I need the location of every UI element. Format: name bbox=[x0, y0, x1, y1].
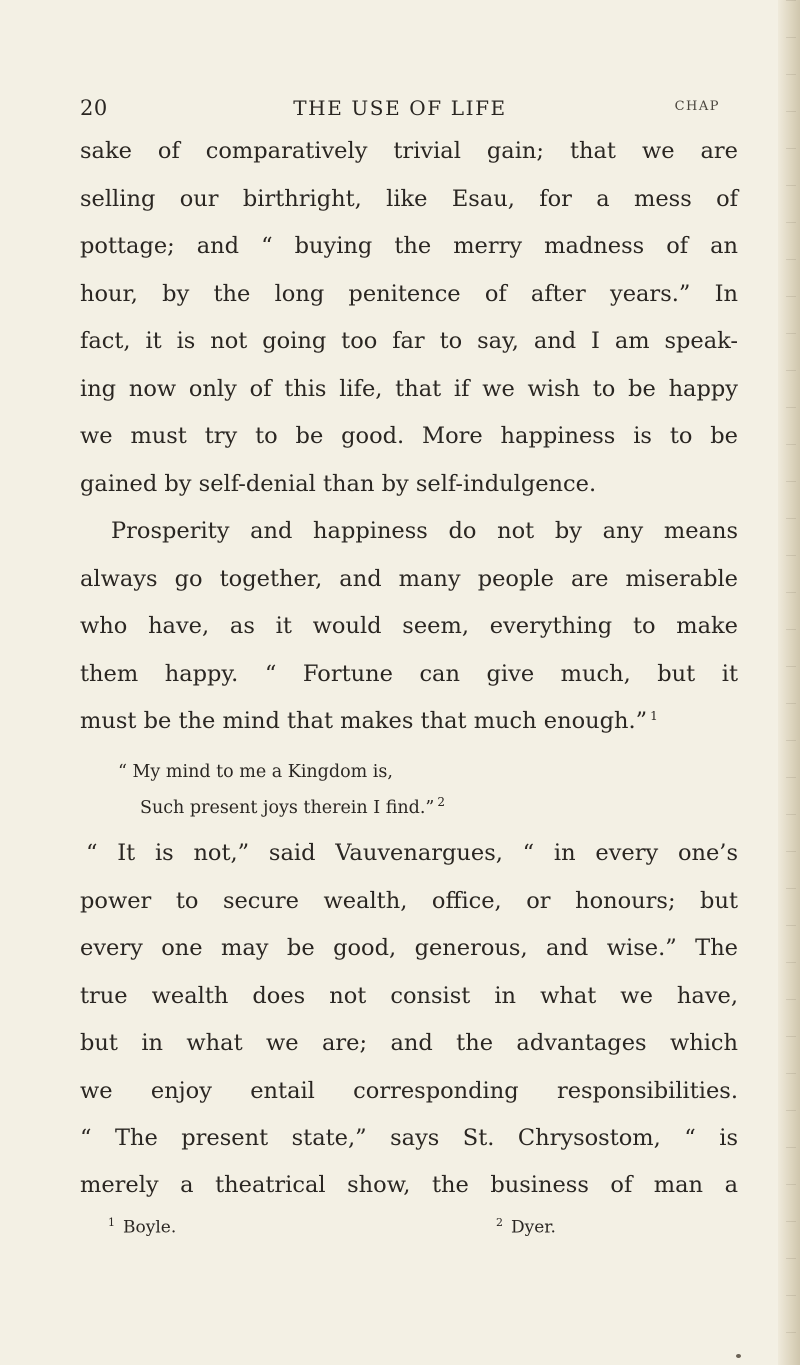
text-line: them happy. “ Fortune can give much, but it bbox=[80, 661, 738, 687]
page-edge-texture bbox=[786, 0, 796, 1365]
text-line: gained by self-denial than by self-indulgence. bbox=[80, 471, 597, 497]
footnote-2 bbox=[496, 1216, 556, 1238]
text-line: every one may be good, generous, and wise.” The bbox=[80, 935, 738, 961]
page-header bbox=[80, 96, 720, 136]
text-line: true wealth does not consist in what we have, bbox=[80, 983, 738, 1009]
text-line: merely a theatrical show, the business of man a bbox=[80, 1172, 738, 1198]
text-line: we enjoy entail corresponding responsibilities. bbox=[80, 1078, 738, 1104]
text-line: who have, as it would seem, everything to make bbox=[80, 613, 738, 639]
chapter-label: CHAP bbox=[674, 99, 720, 114]
verse-line: “ My mind to me a Kingdom is, bbox=[118, 762, 393, 782]
text-line: must be the mind that makes that much enough.” bbox=[80, 708, 648, 734]
text-line: pottage; and “ buying the merry madness of an bbox=[80, 233, 738, 259]
verse-line: Such present joys therein I find.” bbox=[140, 797, 435, 818]
text-line: we must try to be good. More happiness is to be bbox=[80, 423, 738, 449]
ink-speck bbox=[736, 1354, 741, 1358]
text-line: “ It is not,” said Vauvenargues, “ in every one’s bbox=[86, 840, 738, 866]
text-line: hour, by the long penitence of after years.” In bbox=[80, 281, 738, 307]
text-line: fact, it is not going too far to say, and I am speak- bbox=[80, 328, 738, 354]
footnote-1 bbox=[108, 1216, 176, 1238]
text-line-with-footnote bbox=[80, 708, 702, 734]
text-line: always go together, and many people are miserable bbox=[80, 566, 738, 592]
footnote-text: Dyer. bbox=[511, 1217, 556, 1238]
footnote-marker: 2 bbox=[496, 1216, 503, 1229]
footnote-text: Boyle. bbox=[123, 1217, 177, 1238]
text-line: ing now only of this life, that if we wish to be happy bbox=[80, 376, 738, 402]
text-line: “ The present state,” says St. Chrysostom, “ is bbox=[80, 1125, 738, 1151]
footnote-ref-2: 2 bbox=[437, 795, 445, 809]
text-line: Prosperity and happiness do not by any means bbox=[111, 518, 738, 544]
text-line: but in what we are; and the advantages which bbox=[80, 1030, 738, 1056]
text-line: power to secure wealth, office, or honours; but bbox=[80, 888, 738, 914]
footnote-ref-1: 1 bbox=[650, 708, 658, 723]
footnote-marker: 1 bbox=[108, 1216, 115, 1229]
verse-line-with-footnote bbox=[140, 795, 445, 818]
page-number: 20 bbox=[80, 96, 108, 120]
running-title: THE USE OF LIFE bbox=[293, 96, 507, 120]
text-line: selling our birthright, like Esau, for a mess of bbox=[80, 186, 738, 212]
text-line: sake of comparatively trivial gain; that we are bbox=[80, 138, 738, 164]
